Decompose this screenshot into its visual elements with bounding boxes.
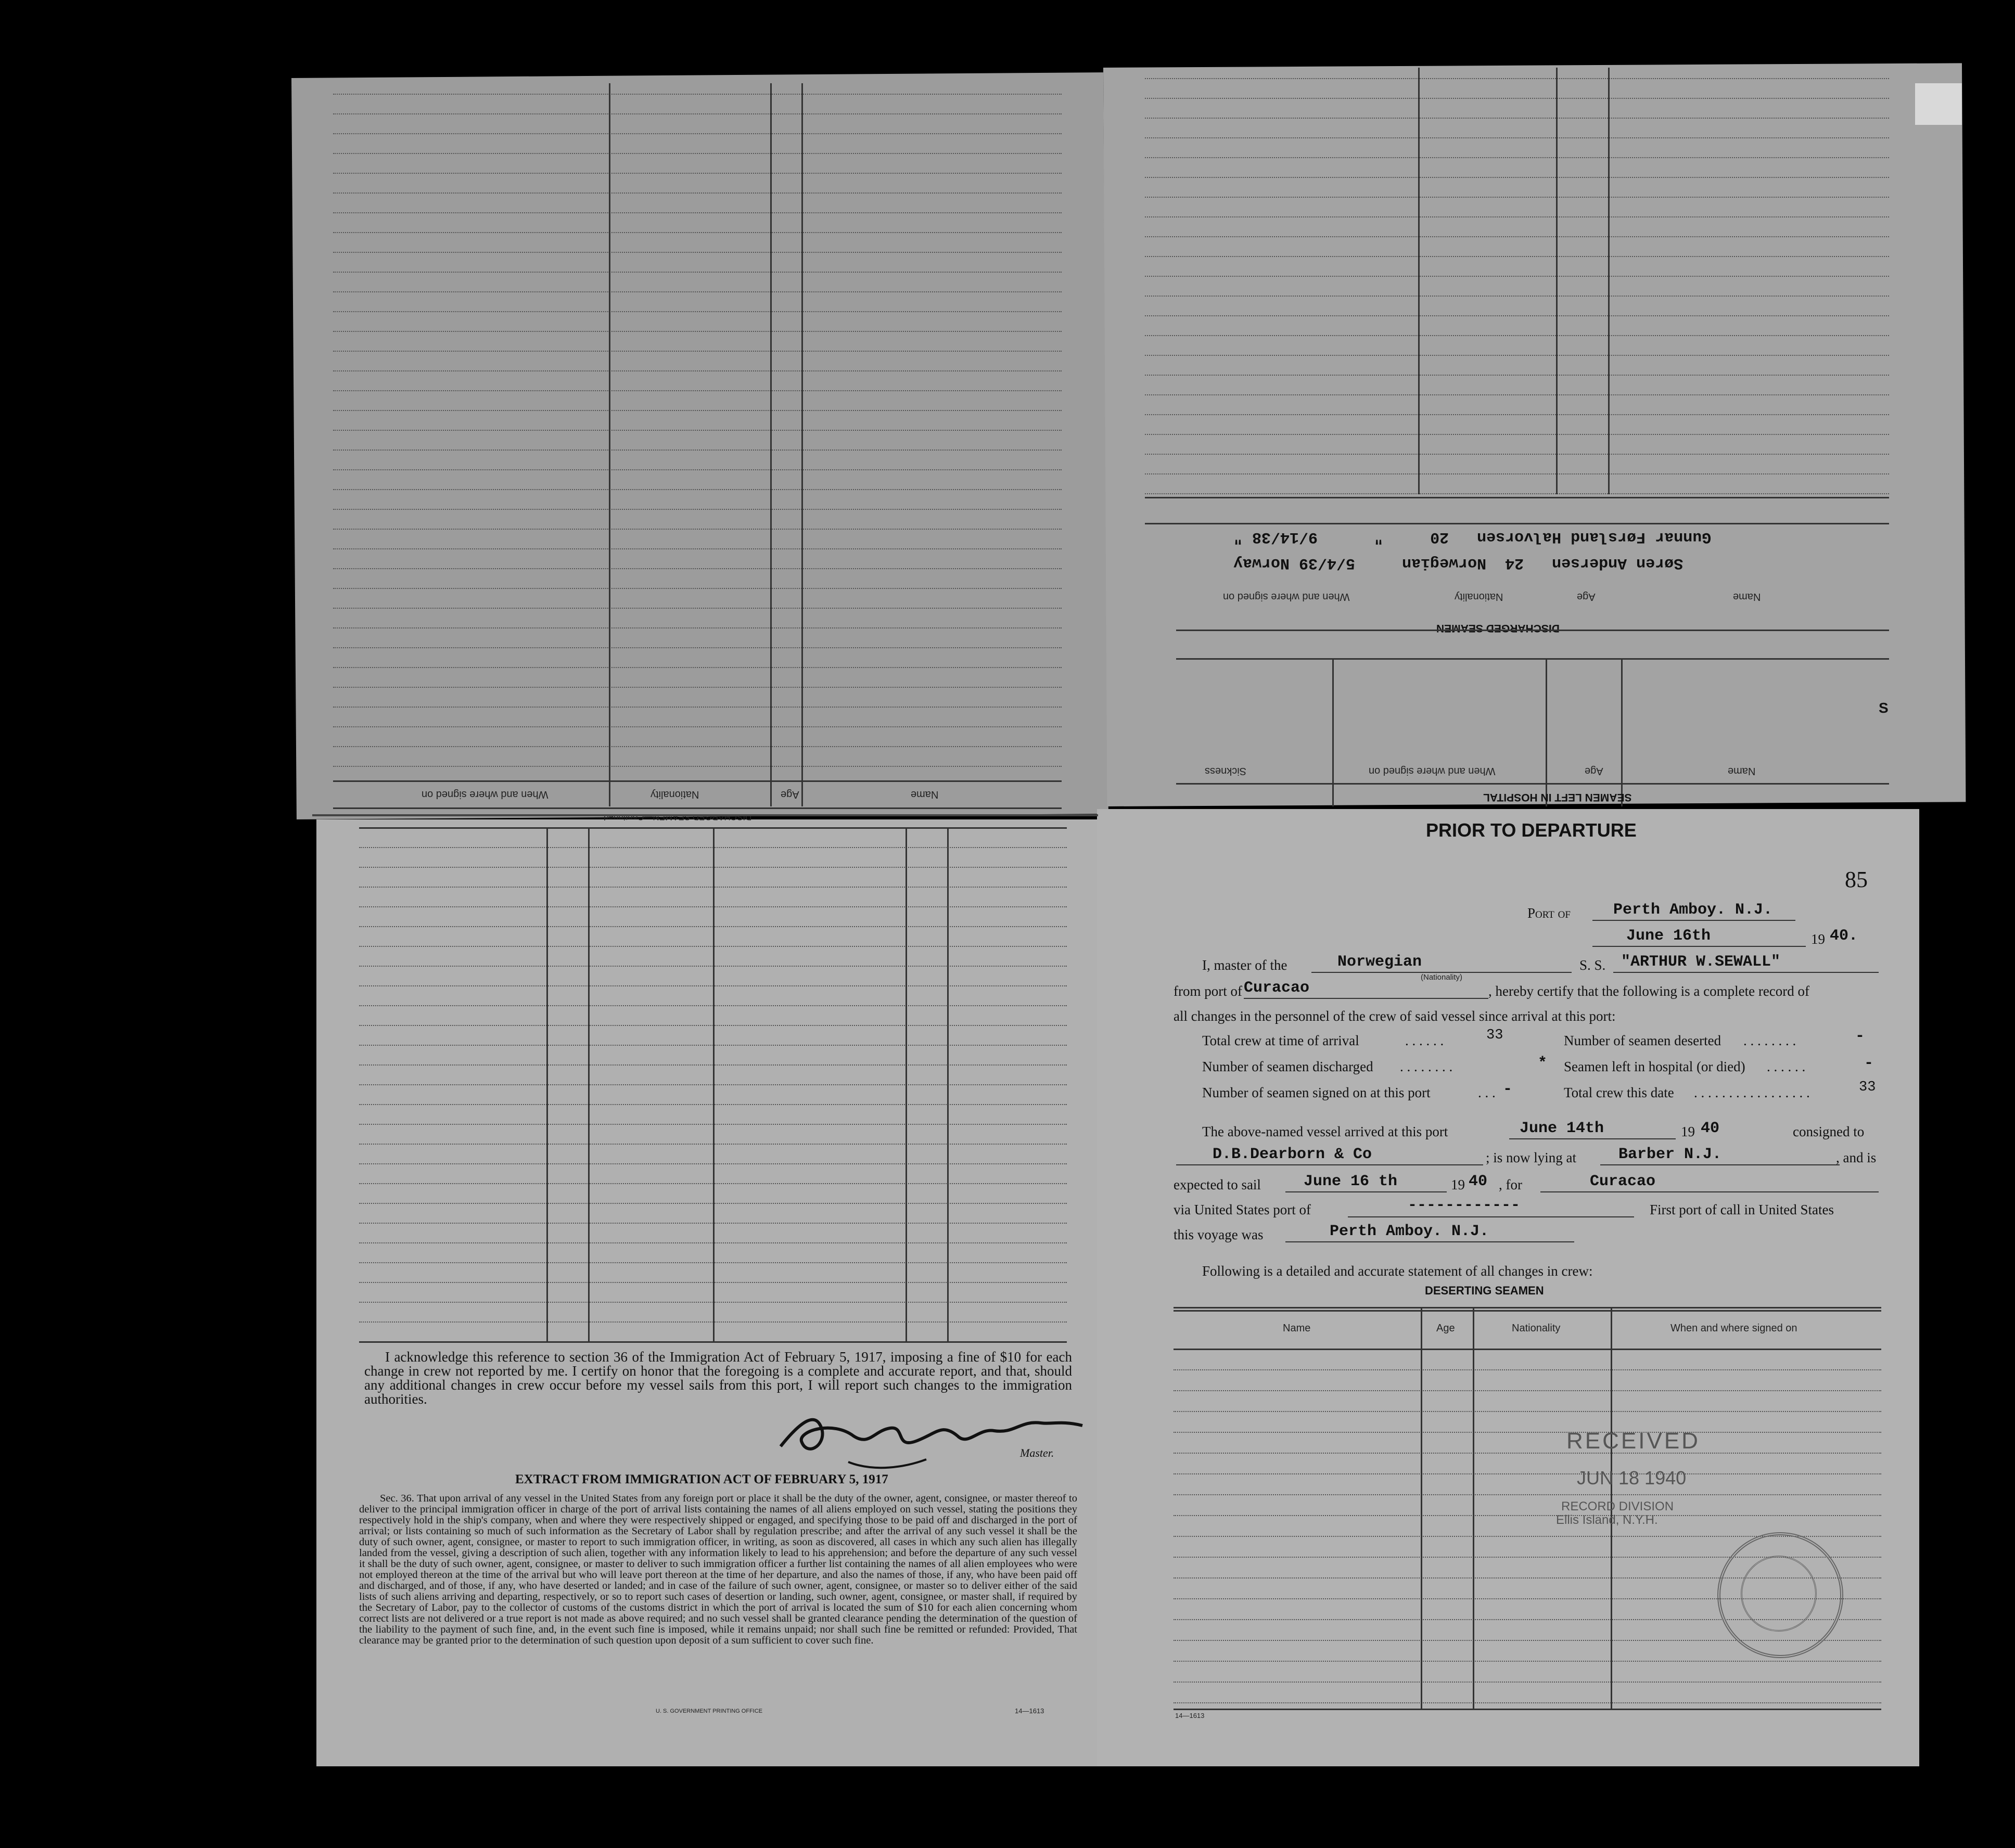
ruled-line: [333, 430, 1062, 431]
certify-text: , hereby certify that the following is a complete record of: [1488, 983, 1810, 999]
port-of-value: Perth Amboy. N.J.: [1613, 901, 1773, 919]
ruled-line: [333, 232, 1062, 233]
ruled-line: [333, 608, 1062, 609]
discharged-continued-label: DISCHARGED SEAMEN—Continued: [604, 812, 752, 822]
deserting-title: DESERTING SEAMEN: [1425, 1284, 1544, 1297]
side-mark: S: [1879, 700, 1889, 716]
ruled-line: [333, 272, 1062, 273]
fold-line: [312, 814, 1098, 816]
ruled-line: [333, 94, 1062, 95]
ruled-line: [1145, 236, 1889, 237]
date-underline: [1592, 946, 1806, 947]
sail-date-underline: [1285, 1191, 1447, 1192]
consigned-label: consigned to: [1793, 1124, 1865, 1139]
total-crew-arrival-dots: . . . . . .: [1405, 1033, 1444, 1048]
row-name: Søren Andersen: [1552, 554, 1684, 572]
total-crew-arrival-value: 33: [1486, 1028, 1503, 1043]
col-name-label: Name: [911, 789, 939, 800]
arrived-label: The above-named vessel arrived at this port: [1202, 1124, 1448, 1139]
ruled-line: [333, 766, 1062, 767]
ruled-line: [1145, 256, 1889, 257]
page-number: 85: [1845, 867, 1868, 892]
via-value: ------------: [1408, 1197, 1521, 1214]
total-crew-date-value: 33: [1859, 1080, 1876, 1095]
ruled-line: [333, 746, 1062, 747]
consignee-value: D.B.Dearborn & Co: [1213, 1146, 1372, 1163]
ellis-island: Ellis Island, N.Y.H.: [1556, 1513, 1658, 1527]
row-nationality: ": [1374, 528, 1384, 546]
year-prefix: 19: [1811, 931, 1825, 947]
voyage-underline: [1285, 1241, 1574, 1242]
ruled-line: [333, 192, 1062, 194]
sail-year-value: 40: [1469, 1173, 1488, 1190]
col-name-label: Name: [1733, 591, 1761, 602]
col-signed-on-label: When and where signed on: [422, 789, 549, 800]
port-underline: [1592, 920, 1795, 921]
ruled-line: [1174, 1453, 1881, 1454]
arrived-year-prefix: 19: [1681, 1124, 1695, 1139]
ruled-line: [333, 311, 1062, 312]
ruled-line: [333, 687, 1062, 688]
line1-prefix: I, master of the: [1202, 957, 1287, 973]
col-nationality-label: Nationality: [1455, 591, 1503, 602]
ruled-line: [333, 489, 1062, 490]
ruled-line: [1145, 197, 1889, 198]
discharged-seamen-title: DISCHARGED SEAMEN: [1436, 622, 1560, 634]
ruled-line: [333, 390, 1062, 391]
arrived-year-value: 40: [1701, 1120, 1720, 1137]
ruled-line: [1174, 1411, 1881, 1412]
col-age-label: Age: [1577, 591, 1596, 602]
discharged-row-2: [1233, 528, 1711, 546]
voyage-value: Perth Amboy. N.J.: [1330, 1223, 1489, 1240]
extract-title: EXTRACT FROM IMMIGRATION ACT OF FEBRUARY 5, 1917: [515, 1472, 888, 1486]
ruled-line: [333, 627, 1062, 628]
total-crew-arrival-label: Total crew at time of arrival: [1202, 1033, 1359, 1048]
changes-text: all changes in the personnel of the crew of said vessel since arrival at this port:: [1174, 1008, 1616, 1024]
arrived-value: June 14th: [1520, 1120, 1604, 1137]
signed-on-value: -: [1503, 1081, 1513, 1098]
ruled-line: [333, 153, 1062, 154]
lower-left-form-number: 14—1613: [1015, 1707, 1044, 1715]
ruled-line: [1145, 216, 1889, 217]
nationality-value: Norwegian: [1337, 953, 1422, 971]
deserting-col-name: Name: [1283, 1323, 1311, 1334]
hospital-col-age-label: Age: [1585, 765, 1603, 777]
seamen-discharged-label: Number of seamen discharged: [1202, 1059, 1373, 1074]
destination-value: Curacao: [1590, 1173, 1656, 1190]
record-division: RECORD DIVISION: [1561, 1499, 1674, 1513]
via-label: via United States port of: [1174, 1202, 1311, 1217]
consignee-underline: [1176, 1164, 1483, 1165]
port-of-label: Port of: [1527, 905, 1571, 921]
for-label: , for: [1499, 1177, 1522, 1192]
upper-right-ruled-table: [1145, 68, 1889, 801]
hospital-col-signed-on-label: When and where signed on: [1369, 765, 1496, 777]
ruled-line: [1145, 493, 1889, 494]
nationality-caption: (Nationality): [1421, 973, 1463, 982]
ruled-line: [1145, 454, 1889, 455]
col-nationality-label: Nationality: [651, 789, 699, 800]
seamen-discharged-dots: . . . . . . . .: [1400, 1059, 1453, 1074]
lying-value: Barber N.J.: [1618, 1146, 1722, 1163]
deserting-col-signed-on: When and where signed on: [1670, 1323, 1797, 1334]
ruled-line: [1145, 137, 1889, 138]
ruled-line: [1174, 1473, 1881, 1474]
lying-underline: [1600, 1164, 1840, 1165]
ruled-line: [1145, 78, 1889, 79]
ruled-line: [333, 707, 1062, 708]
voyage-label: this voyage was: [1174, 1227, 1264, 1242]
ruled-line: [1145, 118, 1889, 119]
upper-left-ruled-table: [333, 83, 1062, 822]
row-signed-on: 5/4/39 Norway: [1233, 554, 1356, 572]
destination-underline: [1540, 1191, 1879, 1192]
date-value: June 16th: [1626, 927, 1711, 945]
first-port-label: First port of call in United States: [1650, 1202, 1834, 1217]
hospital-label: Seamen left in hospital (or died): [1564, 1059, 1745, 1074]
ruled-line: [1174, 1702, 1881, 1703]
row-signed-on: 9/14/38 ": [1233, 528, 1318, 546]
deserting-col-age: Age: [1436, 1323, 1455, 1334]
col-signed-on-label: When and where signed on: [1223, 591, 1350, 602]
discharged-row-1: [1233, 554, 1683, 572]
ruled-line: [1145, 473, 1889, 474]
ruled-line: [333, 173, 1062, 174]
col-age-label: Age: [781, 789, 799, 800]
inner-seal-icon: [1741, 1556, 1817, 1632]
acknowledgement-text: I acknowledge this reference to section 36 of the Immigration Act of February 5, 1917, imposing a fine of $10 for each change in crew not reported by me. I certify on honor that the foregoing is a complete and accurate report, and that, should any additional changes in crew occur before my vessel sails from this port, I will report such changes to the immigration authorities.: [364, 1349, 1072, 1407]
following-text: Following is a detailed and accurate statement of all changes in crew:: [1202, 1263, 1593, 1279]
seamen-deserted-dots: . . . . . . . .: [1743, 1033, 1796, 1048]
signed-on-label: Number of seamen signed on at this port: [1202, 1085, 1431, 1100]
row-age: 20: [1430, 528, 1449, 546]
total-crew-date-dots: . . . . . . . . . . . . . . . . .: [1694, 1085, 1810, 1100]
ruled-line: [1174, 1432, 1881, 1433]
ruled-line: [333, 331, 1062, 332]
total-crew-date-label: Total crew this date: [1564, 1085, 1674, 1100]
lying-label: ; is now lying at: [1486, 1150, 1576, 1165]
ruled-line: [333, 509, 1062, 510]
sail-date-value: June 16 th: [1304, 1173, 1398, 1190]
received-date: JUN 18 1940: [1577, 1467, 1687, 1488]
ruled-line: [1145, 315, 1889, 316]
row-nationality: Norwegian: [1402, 554, 1487, 572]
ruled-line: [333, 410, 1062, 411]
ruled-line: [1145, 177, 1889, 178]
ruled-line: [333, 133, 1062, 134]
ruled-line: [333, 351, 1062, 352]
ruled-line: [1145, 355, 1889, 356]
ruled-line: [333, 647, 1062, 648]
ruled-line: [333, 252, 1062, 253]
ruled-line: [333, 291, 1062, 292]
master-signature: [770, 1400, 1093, 1478]
ruled-line: [333, 726, 1062, 727]
and-is-label: , and is: [1836, 1150, 1877, 1165]
ship-underline: [1613, 972, 1879, 973]
arrived-underline: [1509, 1138, 1676, 1139]
signed-on-dots: . . .: [1478, 1085, 1496, 1100]
seamen-deserted-value: -: [1855, 1028, 1865, 1045]
hospital-title: SEAMEN LEFT IN HOSPITAL: [1483, 791, 1632, 803]
seamen-deserted-label: Number of seamen deserted: [1564, 1033, 1721, 1048]
received-stamp: RECEIVED: [1566, 1428, 1700, 1454]
ruled-line: [1174, 1682, 1881, 1683]
seamen-discharged-value: *: [1538, 1055, 1548, 1072]
ruled-line: [1174, 1515, 1881, 1516]
ruled-line: [333, 548, 1062, 549]
form-title: PRIOR TO DEPARTURE: [1426, 819, 1637, 841]
ruled-line: [333, 568, 1062, 569]
paper-tab: [1915, 83, 1962, 125]
row-name: Gunnar Førsland Halvorsen: [1477, 528, 1712, 546]
ruled-line: [333, 588, 1062, 589]
ruled-line: [1145, 335, 1889, 336]
ruled-line: [333, 667, 1062, 668]
ruled-line: [1174, 1369, 1881, 1370]
from-port-value: Curacao: [1244, 979, 1310, 997]
row-age: 24: [1505, 554, 1524, 572]
ruled-line: [1174, 1661, 1881, 1662]
ruled-line: [333, 469, 1062, 470]
section-36-text: Sec. 36. That upon arrival of any vessel in the United States from any foreign port or place it shall be the duty of the owner, agent, consignee, or master thereof to deliver to the principal immigration officer in charge of the port of arrival lists containing the names of all aliens employed on such vessel, stating the positions they respectively hold in the ship's company, when and where they were respectively shipped or engaged, and specifying those to be paid off and discharged in the port of arrival; or lists containing so much of such information as the Secretary of Labor shall by regulation prescribe; and after the arrival of any such vessel it shall be the duty of such owner, agent, consignee, or master to report to such immigration officer, in writing, as soon as discovered, all cases in which any such alien has illegally landed from the vessel, giving a description of such alien, together with any information likely to lead to his apprehension; and before the departure of any such vessel it shall be the duty of such owner, agent, consignee, or master to deliver to such immigration officer a further list containing the names of all alien employees who were not employed thereon at the time of the arrival but who will leave port thereon at the time of her departure, and also the names of those, if any, who have been paid off and discharged, and of those, if any, who have deserted or landed; and in case of the failure of such owner, agent, consignee, or master so to deliver either of the said lists of such aliens arriving and departing, respectively, or so to report such cases of desertion or landing, such owner, agent, consignee, or master shall, if required by the Secretary of Labor, pay to the collector of customs of the customs district in which the port of arrival is located the sum of $10 for each alien concerning whom correct lists are not delivered or a true report is not made as above required; and no such vessel shall be granted clearance pending the determination of the question of the liability to the payment of such fine, and, in the event such fine is imposed, while it remains unpaid; nor shall such fine be remitted or refunded: Provided, That clearance may be granted prior to the determination of such question upon deposit of a sum sufficient to cover such fine.: [359, 1493, 1077, 1646]
deserting-col-nationality: Nationality: [1512, 1323, 1561, 1334]
ruled-line: [1145, 434, 1889, 435]
ruled-line: [1145, 414, 1889, 415]
ruled-line: [1145, 296, 1889, 297]
master-label: Master.: [1020, 1446, 1054, 1459]
ship-name: "ARTHUR W.SEWALL": [1621, 953, 1781, 971]
ruled-line: [333, 370, 1062, 371]
ruled-line: [1145, 394, 1889, 395]
ruled-line: [333, 113, 1062, 114]
ruled-line: [333, 529, 1062, 530]
hospital-col-name-label: Name: [1728, 765, 1756, 777]
ruled-line: [1145, 375, 1889, 376]
ruled-line: [1174, 1494, 1881, 1495]
sail-year-prefix: 19: [1451, 1177, 1465, 1192]
hospital-dots: . . . . . .: [1767, 1059, 1806, 1074]
ruled-line: [1145, 98, 1889, 99]
ruled-line: [333, 212, 1062, 213]
hospital-value: -: [1864, 1055, 1874, 1072]
via-underline: [1348, 1216, 1634, 1217]
printing-office-label: U. S. GOVERNMENT PRINTING OFFICE: [656, 1708, 763, 1714]
form-number: 14—1613: [1175, 1712, 1205, 1719]
from-port-underline: [1244, 998, 1488, 999]
lower-left-ruled-table: [359, 827, 1067, 1342]
from-port-label: from port of: [1174, 983, 1242, 999]
ruled-line: [333, 450, 1062, 451]
expected-label: expected to sail: [1174, 1177, 1261, 1192]
ruled-line: [1145, 157, 1889, 158]
hospital-col-sickness-label: Sickness: [1205, 765, 1247, 777]
year-value: 40.: [1830, 927, 1858, 945]
ss-label: S. S.: [1579, 957, 1606, 973]
ruled-line: [1174, 1390, 1881, 1391]
ruled-line: [1145, 276, 1889, 277]
